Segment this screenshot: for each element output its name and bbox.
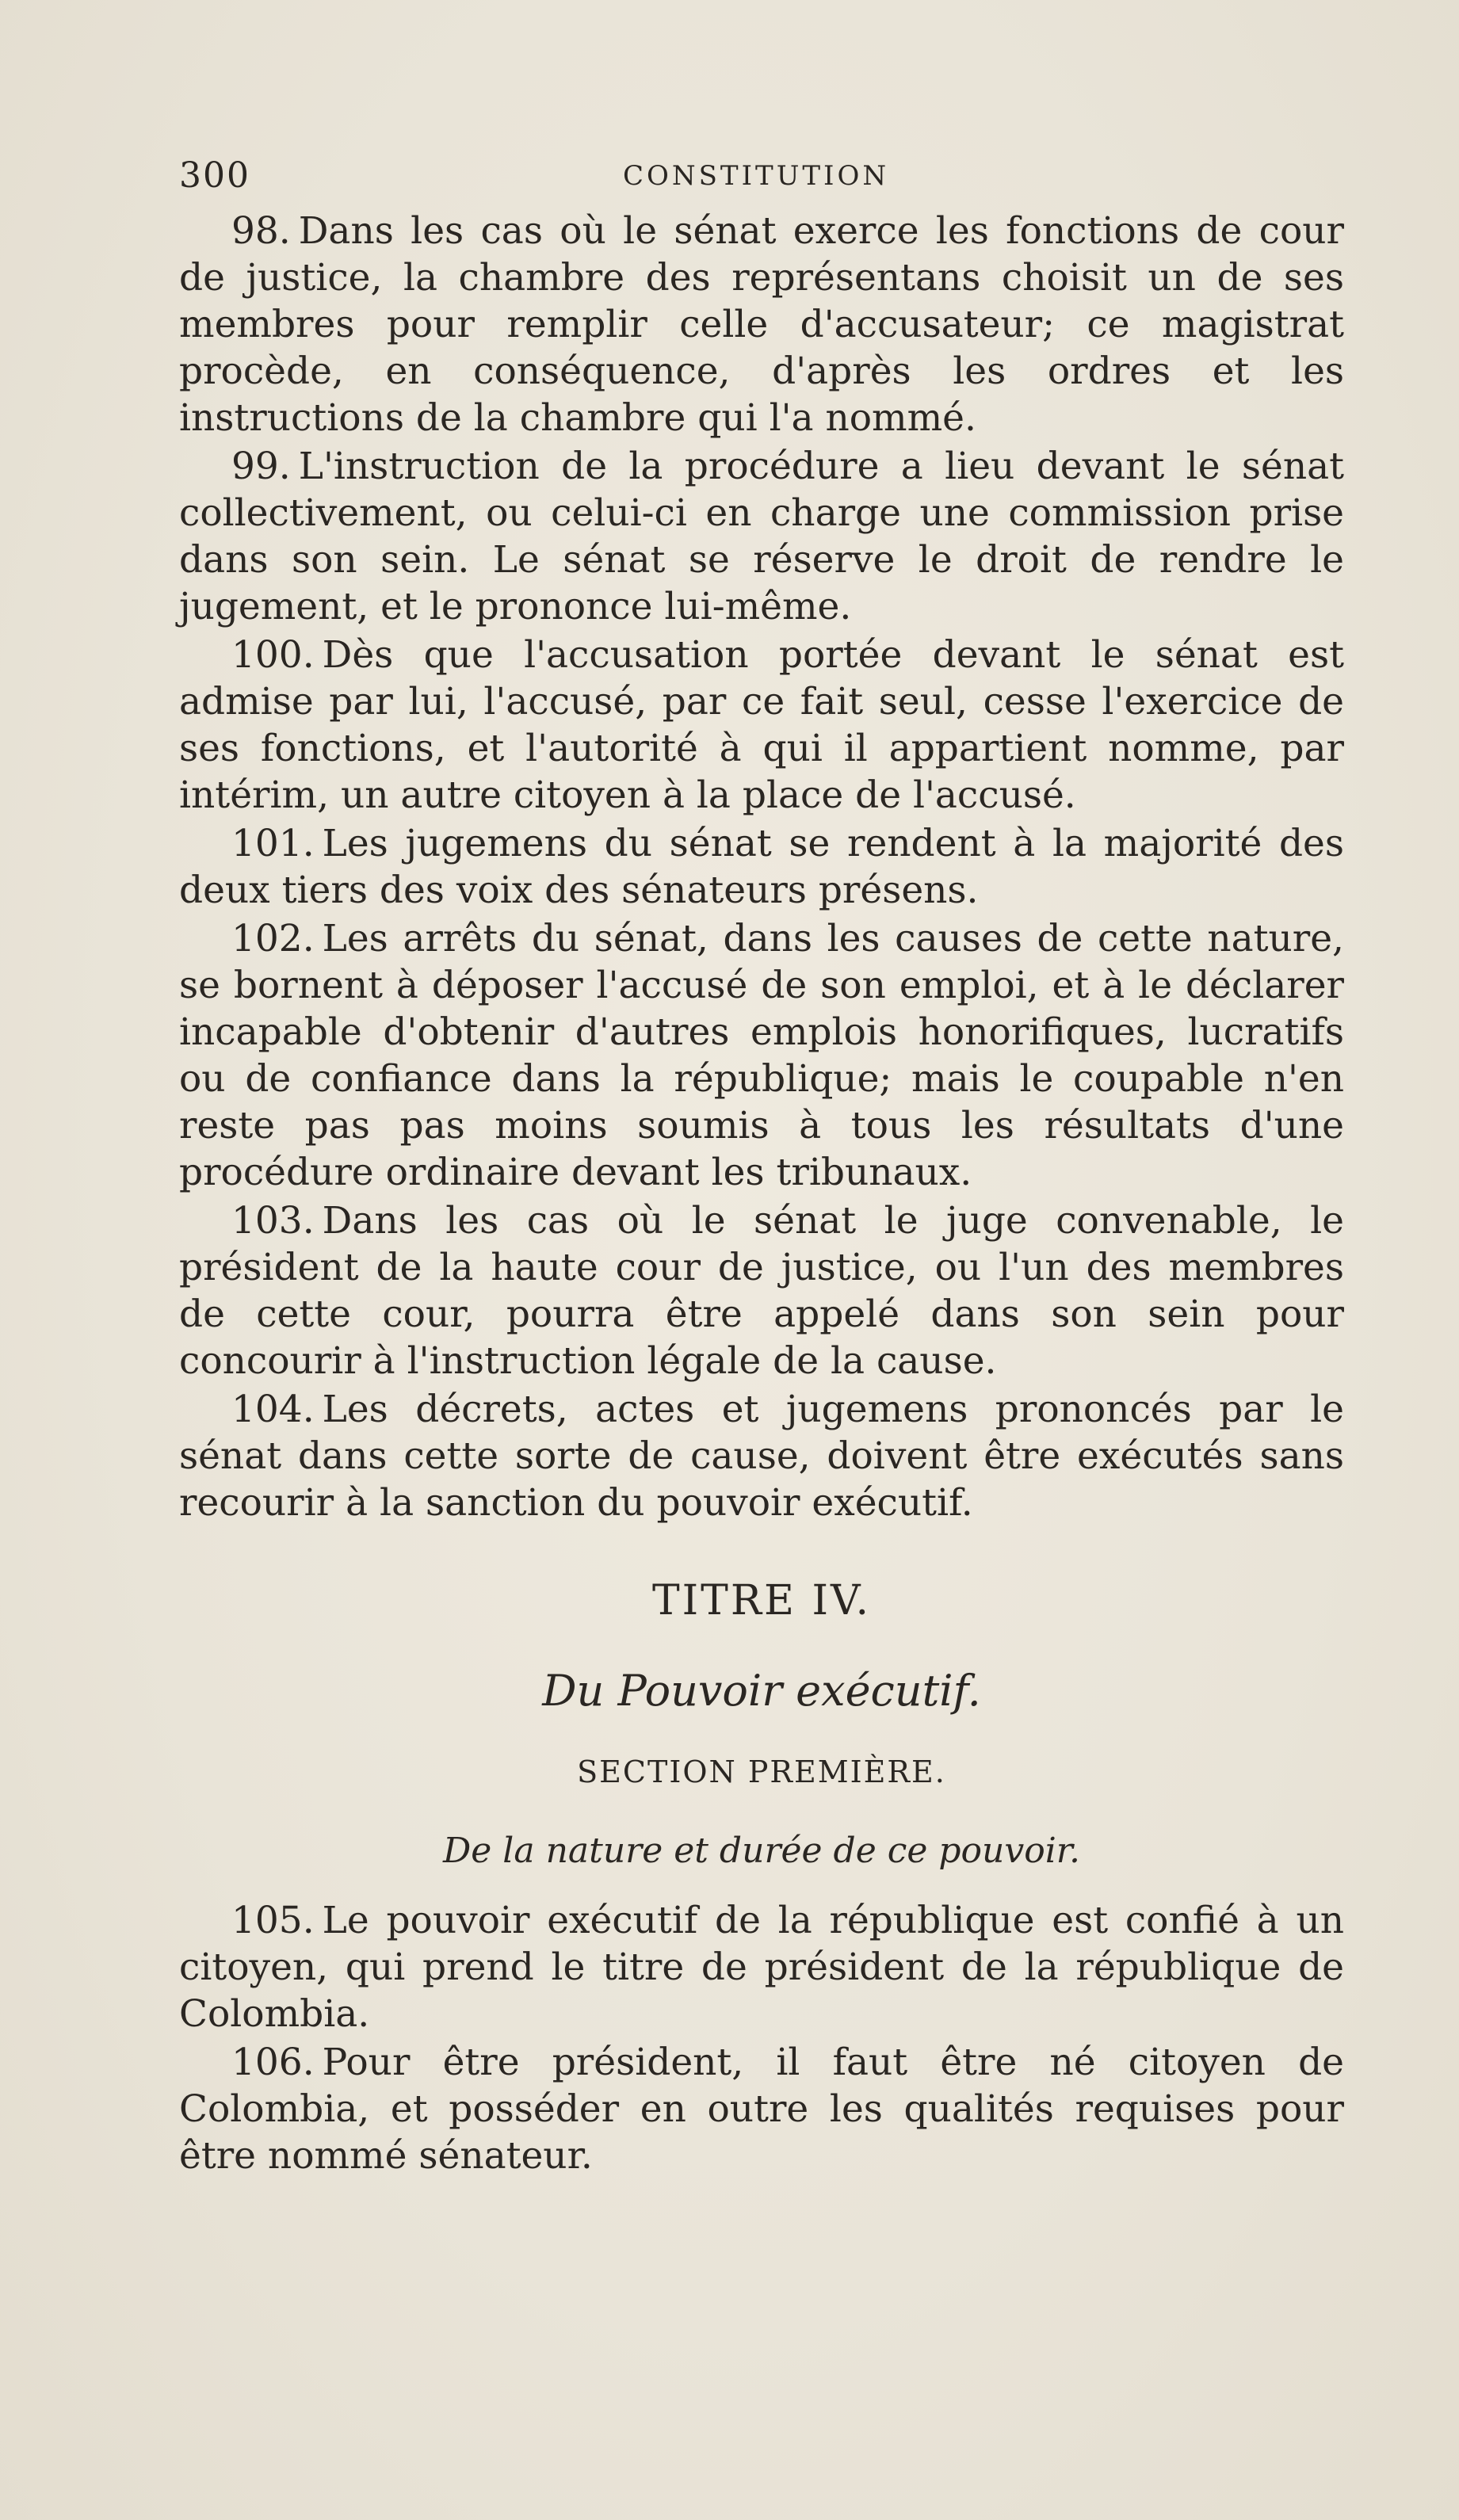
article-text: Dans les cas où le sénat exerce les fonctions de cour de justice, la chambre des représentans choisit un de ses membres pour remplir celle d'accusateur; ce magistrat procède, en conséquence, d'après les ordres et les instructions de la chambre qui l'a nommé. — [179, 209, 1344, 440]
section-subtitle: De la nature et durée de ce pouvoir. — [442, 1831, 1080, 1871]
article-number: 100. — [231, 633, 315, 677]
article-100 — [179, 632, 1344, 819]
article-number: 104. — [231, 1388, 315, 1431]
article-text: Les jugemens du sénat se rendent à la majorité des deux tiers des voix des sénateurs présens. — [179, 822, 1344, 912]
article-text: Les arrêts du sénat, dans les causes de cette nature, se bornent à déposer l'accusé de son emploi, et à le déclarer incapable d'obtenir d'autres emplois honorifiques, lucratifs ou de confiance dans la république; mais le coupable n'en reste pas pas moins soumis à tous les résultats d'une procédure ordinaire devant les tribunaux. — [179, 917, 1344, 1194]
titre-heading: TITRE IV. — [651, 1577, 872, 1625]
article-98 — [179, 208, 1344, 441]
running-head: CONSTITUTION — [623, 160, 890, 192]
articles-before-titre — [179, 208, 1344, 1528]
article-102 — [179, 915, 1344, 1196]
article-103 — [179, 1197, 1344, 1384]
article-106 — [179, 2039, 1344, 2179]
articles-after-titre — [179, 1897, 1344, 2181]
article-number: 103. — [231, 1199, 315, 1243]
article-105 — [179, 1897, 1344, 2037]
article-number: 102. — [231, 917, 315, 960]
article-text: Pour être président, il faut être né citoyen de Colombia, et posséder en outre les qualités requises pour être nommé sénateur. — [179, 2041, 1344, 2178]
article-number: 101. — [231, 822, 315, 865]
article-number: 106. — [231, 2041, 315, 2084]
page-number: 300 — [179, 155, 250, 196]
page-header — [179, 155, 1289, 203]
titre-subtitle: Du Pouvoir exécutif. — [542, 1666, 981, 1716]
article-number: 98. — [231, 209, 291, 253]
article-number: 99. — [231, 445, 291, 488]
article-text: Dès que l'accusation portée devant le sénat est admise par lui, l'accusé, par ce fait seul, cesse l'exercice de ses fonctions, et l'autorité à qui il appartient nomme, par intérim, un autre citoyen à la place de l'accusé. — [179, 633, 1344, 817]
article-text: L'instruction de la procédure a lieu devant le sénat collectivement, ou celui-ci en charge une commission prise dans son sein. Le sénat se réserve le droit de rendre le jugement, et le prononce lui-même. — [179, 445, 1344, 628]
article-text: Dans les cas où le sénat le juge convenable, le président de la haute cour de justice, ou l'un des membres de cette cour, pourra être appelé dans son sein pour concourir à l'instruction légale de la cause. — [179, 1199, 1344, 1383]
article-text: Le pouvoir exécutif de la république est confié à un citoyen, qui prend le titre de président de la république de Colombia. — [179, 1899, 1344, 2036]
article-99 — [179, 443, 1344, 630]
article-number: 105. — [231, 1899, 315, 1942]
article-text: Les décrets, actes et jugemens prononcés par le sénat dans cette sorte de cause, doivent être exécutés sans recourir à la sanction du pouvoir exécutif. — [179, 1388, 1344, 1525]
section-heading: SECTION PREMIÈRE. — [577, 1754, 946, 1789]
article-101 — [179, 820, 1344, 914]
article-104 — [179, 1386, 1344, 1526]
